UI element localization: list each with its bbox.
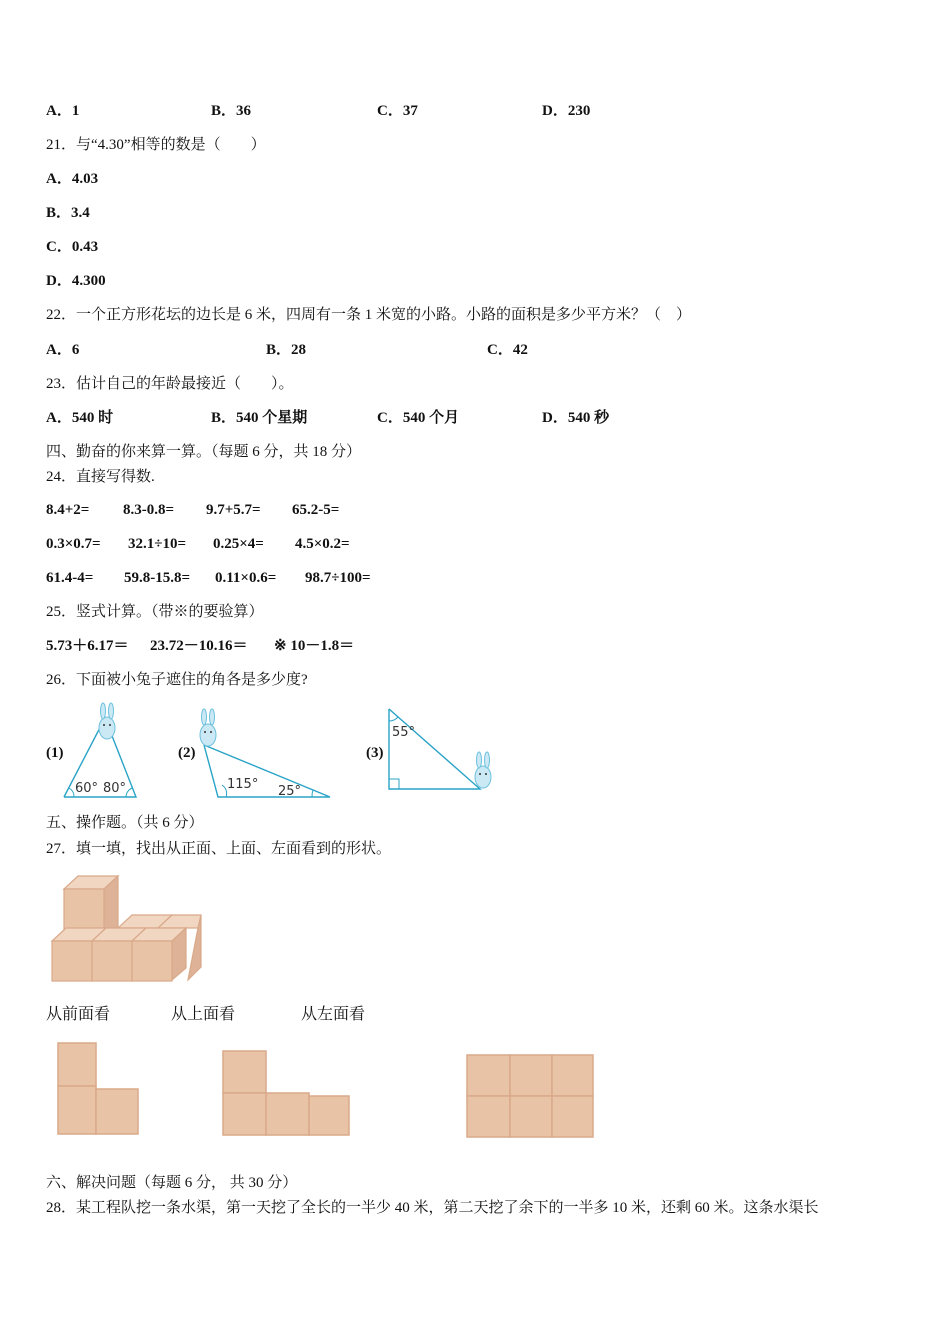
- view-label-front: 从前面看: [46, 1006, 111, 1023]
- angle-label: 25°: [278, 784, 302, 799]
- q21-option-c[interactable]: C．0.43: [46, 239, 99, 255]
- q24-item: 61.4-4=: [46, 570, 94, 586]
- q24-item: 98.7÷100=: [305, 570, 371, 586]
- triangle-figure-1: [60, 700, 140, 800]
- q26-figure-3-label: (3): [366, 745, 384, 761]
- angle-label: 55°: [392, 725, 416, 740]
- q26-figure-1-label: (1): [46, 745, 64, 761]
- q23-stem: 23．估计自己的年龄最接近（ ）。: [46, 376, 294, 392]
- angle-label: 80°: [103, 781, 127, 796]
- q22-option-b[interactable]: B．28: [266, 342, 307, 358]
- q20-option-b[interactable]: B．36: [211, 103, 252, 119]
- q25-item: ※ 10－1.8＝: [274, 638, 355, 654]
- rabbit-icon: [99, 703, 115, 739]
- q25-stem: 25．竖式计算。（带※的要验算）: [46, 604, 264, 620]
- q21-option-a[interactable]: A．4.03: [46, 171, 99, 187]
- view-label-top: 从上面看: [171, 1006, 236, 1023]
- q27-stem: 27．填一填，找出从正面、上面、左面看到的形状。: [46, 841, 392, 857]
- q21-option-d[interactable]: D．4.300: [46, 273, 106, 289]
- section4-title: 四、勤奋的你来算一算。（每题 6 分，共 18 分）: [46, 444, 362, 460]
- q24-stem: 24．直接写得数.: [46, 469, 155, 485]
- q24-item: 0.11×0.6=: [215, 570, 277, 586]
- front-view-shape[interactable]: [55, 1040, 145, 1140]
- q24-item: 0.25×4=: [213, 536, 264, 552]
- top-view-shape[interactable]: [220, 1048, 355, 1140]
- q20-option-a[interactable]: A．1: [46, 103, 80, 119]
- triangle-figure-2: [196, 705, 336, 801]
- q26-stem: 26．下面被小兔子遮住的角各是多少度?: [46, 672, 308, 688]
- q26-figure-2-label: (2): [178, 745, 196, 761]
- cube-arrangement: [48, 872, 208, 984]
- q20-option-d[interactable]: D．230: [542, 103, 591, 119]
- rabbit-icon: [200, 709, 216, 746]
- q24-item: 32.1÷10=: [128, 536, 187, 552]
- q24-item: 9.7+5.7=: [206, 502, 261, 518]
- rabbit-icon: [475, 752, 491, 788]
- q24-item: 59.8-15.8=: [124, 570, 191, 586]
- q20-option-c[interactable]: C．37: [377, 103, 418, 119]
- q28-stem: 28．某工程队挖一条水渠，第一天挖了全长的一半少 40 米，第二天挖了余下的一半多 10 米，还剩 60 米。这条水渠长: [46, 1200, 819, 1216]
- q23-option-a[interactable]: A．540 时: [46, 410, 114, 426]
- q23-option-d[interactable]: D．540 秒: [542, 410, 610, 426]
- q23-option-b[interactable]: B．540 个星期: [211, 410, 308, 426]
- q22-stem: 22．一个正方形花坛的边长是 6 米，四周有一条 1 米宽的小路。小路的面积是多少平方米？（ ）: [46, 307, 692, 323]
- q24-item: 8.3-0.8=: [123, 502, 175, 518]
- q22-option-a[interactable]: A．6: [46, 342, 80, 358]
- left-view-shape[interactable]: [464, 1052, 596, 1142]
- q24-item: 0.3×0.7=: [46, 536, 101, 552]
- q21-option-b[interactable]: B．3.4: [46, 205, 90, 221]
- q24-item: 65.2-5=: [292, 502, 340, 518]
- angle-label: 115°: [227, 777, 259, 792]
- q25-item: 5.73＋6.17＝: [46, 638, 129, 654]
- q23-option-c[interactable]: C．540 个月: [377, 410, 460, 426]
- q25-item: 23.72－10.16＝: [150, 638, 248, 654]
- q24-item: 4.5×0.2=: [295, 536, 350, 552]
- angle-label: 60°: [75, 781, 99, 796]
- view-label-left: 从左面看: [301, 1006, 366, 1023]
- section6-title: 六、解决问题（每题 6 分， 共 30 分）: [46, 1175, 298, 1191]
- triangle-figure-3: [385, 705, 500, 800]
- q22-option-c[interactable]: C．42: [487, 342, 528, 358]
- q24-item: 8.4+2=: [46, 502, 90, 518]
- q21-stem: 21．与“4.30”相等的数是（ ）: [46, 137, 266, 153]
- section5-title: 五、操作题。（共 6 分）: [46, 815, 204, 831]
